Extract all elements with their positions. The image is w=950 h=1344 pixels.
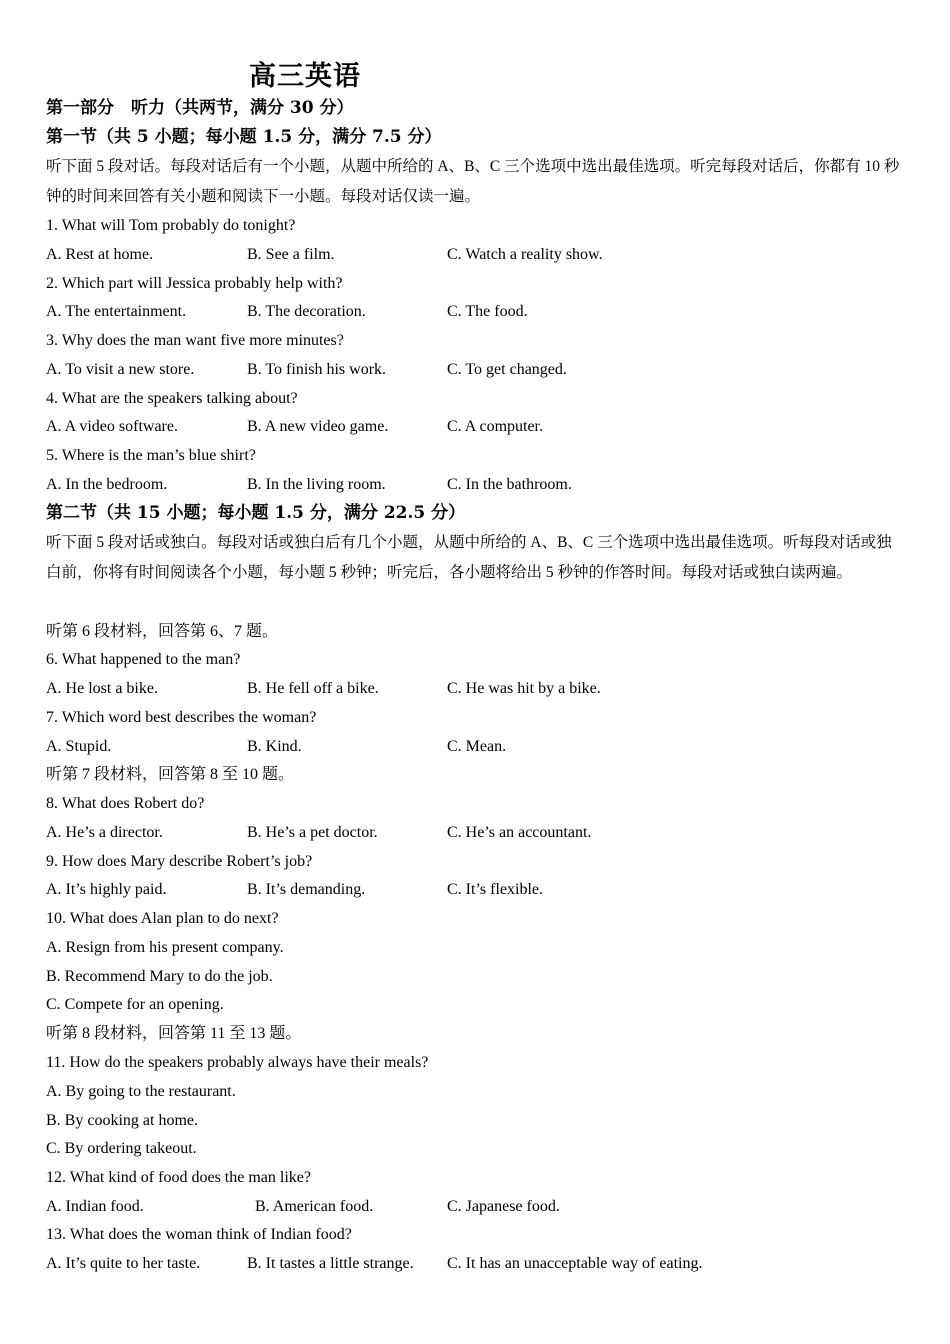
option-b: B. To finish his work. bbox=[247, 361, 387, 378]
option-c: C. He’s an accountant. bbox=[447, 824, 592, 841]
page-title: 高三英语 bbox=[249, 61, 361, 92]
option-a: A. By going to the restaurant. bbox=[46, 1083, 236, 1100]
option-b: B. See a film. bbox=[247, 246, 335, 263]
question-7: 7. Which word best describes the woman? bbox=[46, 709, 317, 726]
option-c: C. Japanese food. bbox=[447, 1198, 560, 1215]
option-b: B. It’s demanding. bbox=[247, 881, 366, 898]
question-12: 12. What kind of food does the man like? bbox=[46, 1169, 311, 1186]
option-c: C. By ordering takeout. bbox=[46, 1140, 197, 1157]
option-c: C. He was hit by a bike. bbox=[447, 680, 601, 697]
question-4: 4. What are the speakers talking about? bbox=[46, 390, 298, 407]
question-1: 1. What will Tom probably do tonight? bbox=[46, 217, 296, 234]
option-b: B. A new video game. bbox=[247, 418, 389, 435]
option-c: C. Watch a reality show. bbox=[447, 246, 603, 263]
question-3: 3. Why does the man want five more minutes? bbox=[46, 332, 344, 349]
options-13 bbox=[46, 1254, 906, 1274]
options-9 bbox=[46, 880, 906, 900]
section1-instructions: 听下面 5 段对话。每段对话后有一个小题，从题中所给的 A、B、C 三个选项中选出最佳选项。听完每段对话后，你都有 10 秒钟的时间来回答有关小题和阅读下一小题。每段对话仅读一遍。 bbox=[46, 158, 900, 205]
options-4 bbox=[46, 417, 906, 437]
option-b: B. Kind. bbox=[247, 738, 302, 755]
question-9: 9. How does Mary describe Robert’s job? bbox=[46, 853, 313, 870]
options-3 bbox=[46, 360, 906, 380]
option-a: A. Rest at home. bbox=[46, 246, 154, 263]
option-c: C. To get changed. bbox=[447, 361, 567, 378]
section2-instructions: 听下面 5 段对话或独白。每段对话或独白后有几个小题，从题中所给的 A、B、C 三个选项中选出最佳选项。听每段对话或独白前，你将有时间阅读各个小题，每小题 5 秒钟；听完后，各小题将给出 5 秒钟的作答时间。每段对话或独白读两遍。 bbox=[46, 534, 892, 581]
part1-heading: 第一部分 听力（共两节，满分 30 分） bbox=[46, 98, 354, 118]
options-8 bbox=[46, 823, 906, 843]
question-13: 13. What does the woman think of Indian food? bbox=[46, 1226, 352, 1243]
options-1 bbox=[46, 245, 906, 265]
question-11: 11. How do the speakers probably always have their meals? bbox=[46, 1054, 429, 1071]
question-6: 6. What happened to the man? bbox=[46, 651, 241, 668]
option-a: A. A video software. bbox=[46, 418, 178, 435]
option-c: C. In the bathroom. bbox=[447, 476, 572, 493]
option-c: C. Compete for an opening. bbox=[46, 996, 224, 1013]
option-c: C. It has an unacceptable way of eating. bbox=[447, 1255, 703, 1272]
option-a: A. He lost a bike. bbox=[46, 680, 158, 697]
option-a: A. To visit a new store. bbox=[46, 361, 195, 378]
option-c: C. Mean. bbox=[447, 738, 507, 755]
option-b: B. American food. bbox=[255, 1198, 374, 1215]
options-2 bbox=[46, 302, 906, 322]
option-a: A. It’s highly paid. bbox=[46, 881, 167, 898]
option-a: A. Resign from his present company. bbox=[46, 939, 284, 956]
section2-heading: 第二节（共 15 小题；每小题 1.5 分，满分 22.5 分） bbox=[46, 503, 466, 523]
options-12 bbox=[46, 1197, 906, 1217]
option-b: B. The decoration. bbox=[247, 303, 366, 320]
option-a: A. The entertainment. bbox=[46, 303, 187, 320]
option-a: A. In the bedroom. bbox=[46, 476, 168, 493]
material-6: 听第 6 段材料，回答第 6、7 题。 bbox=[46, 623, 279, 640]
option-b: B. In the living room. bbox=[247, 476, 386, 493]
option-b: B. Recommend Mary to do the job. bbox=[46, 968, 273, 985]
material-8: 听第 8 段材料，回答第 11 至 13 题。 bbox=[46, 1025, 302, 1042]
material-7: 听第 7 段材料，回答第 8 至 10 题。 bbox=[46, 766, 295, 783]
option-c: C. A computer. bbox=[447, 418, 543, 435]
option-b: B. He fell off a bike. bbox=[247, 680, 379, 697]
question-10: 10. What does Alan plan to do next? bbox=[46, 910, 279, 927]
section1-heading: 第一节（共 5 小题；每小题 1.5 分，满分 7.5 分） bbox=[46, 127, 442, 147]
option-a: A. He’s a director. bbox=[46, 824, 163, 841]
option-b: B. It tastes a little strange. bbox=[247, 1255, 414, 1272]
option-a: A. Indian food. bbox=[46, 1198, 144, 1215]
option-b: B. He’s a pet doctor. bbox=[247, 824, 378, 841]
option-a: A. It’s quite to her taste. bbox=[46, 1255, 201, 1272]
question-5: 5. Where is the man’s blue shirt? bbox=[46, 447, 256, 464]
question-2: 2. Which part will Jessica probably help with? bbox=[46, 275, 343, 292]
option-c: C. It’s flexible. bbox=[447, 881, 543, 898]
options-5 bbox=[46, 475, 906, 495]
option-a: A. Stupid. bbox=[46, 738, 112, 755]
option-b: B. By cooking at home. bbox=[46, 1112, 198, 1129]
options-7 bbox=[46, 737, 906, 757]
question-8: 8. What does Robert do? bbox=[46, 795, 205, 812]
option-c: C. The food. bbox=[447, 303, 528, 320]
options-6 bbox=[46, 679, 906, 699]
